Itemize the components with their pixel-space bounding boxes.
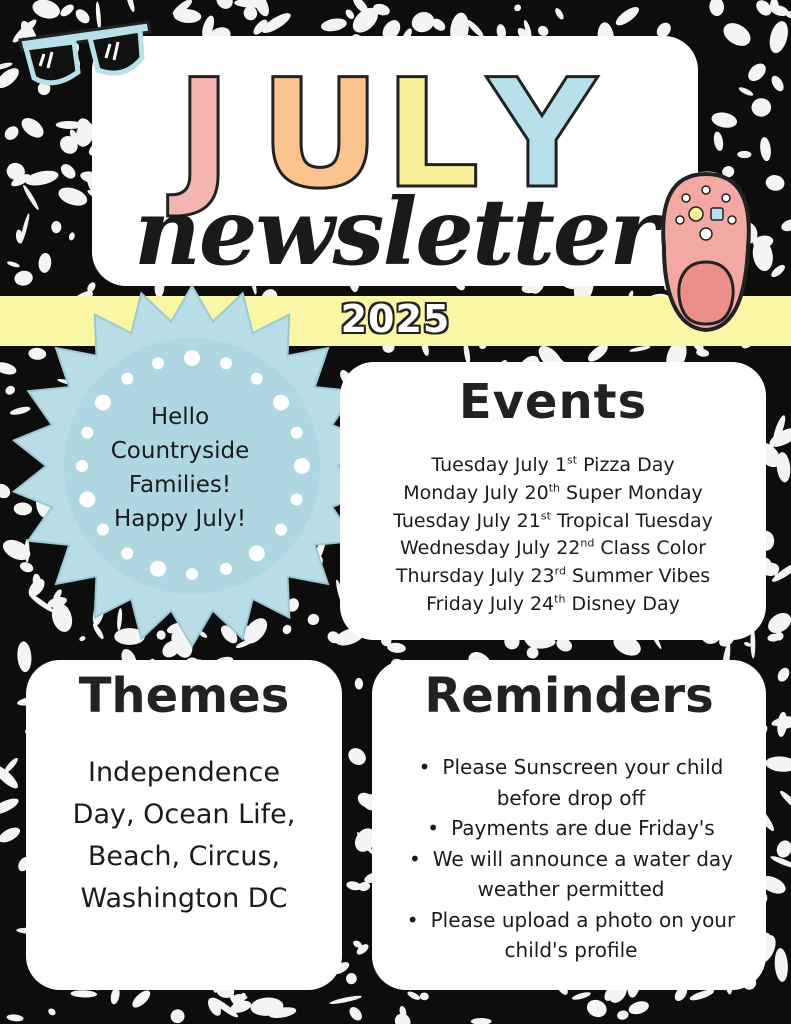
reminder-item: • Please upload a photo on your child's profile	[386, 905, 756, 966]
themes-text	[36, 752, 332, 920]
greeting-text	[80, 400, 280, 536]
reminders-list	[386, 752, 756, 966]
month-letter: J	[176, 48, 232, 222]
sun-dot	[291, 427, 303, 439]
themes-line: Beach, Circus,	[87, 841, 281, 872]
themes-heading: Themes	[78, 668, 290, 724]
event-item: Tuesday July 21st Tropical Tuesday	[393, 509, 713, 532]
themes-card	[26, 660, 342, 990]
sun-dot	[294, 458, 310, 474]
events-list	[340, 452, 766, 619]
month-letter: U	[259, 48, 381, 222]
year-label: 2025	[340, 297, 451, 341]
events-card	[340, 362, 766, 640]
reminder-item: • Please Sunscreen your child before drop off	[386, 752, 756, 813]
reminders-card	[372, 660, 766, 990]
event-item: Tuesday July 1st Pizza Day	[431, 453, 675, 476]
sun-dot	[152, 357, 164, 369]
month-letter: Y	[487, 48, 597, 222]
themes-line: Washington DC	[80, 883, 288, 914]
newsletter-word: newsletter	[134, 178, 656, 286]
event-item: Wednesday July 22nd Class Color	[399, 537, 707, 560]
sun-dot	[291, 493, 303, 505]
sun-dot	[220, 563, 232, 575]
reminder-item: • Payments are due Friday's	[386, 813, 756, 844]
event-item: Thursday July 23rd Summer Vibes	[395, 564, 711, 588]
greeting-line: Countryside	[110, 438, 250, 464]
clog-shoe-icon	[656, 168, 756, 334]
themes-line: Day, Ocean Life,	[72, 799, 296, 830]
sun-dot	[249, 545, 265, 561]
month-letter: L	[384, 48, 480, 222]
events-heading: Events	[458, 374, 648, 430]
greeting-line: Families!	[128, 472, 232, 498]
sun-dot	[186, 568, 198, 580]
sun-dot	[121, 373, 133, 385]
bullet-icon: •	[427, 816, 440, 840]
event-item: Monday July 20th Super Monday	[403, 481, 703, 504]
event-item: Friday July 24th Disney Day	[426, 592, 680, 615]
greeting-line: Happy July!	[113, 506, 247, 532]
sun-dot	[184, 350, 200, 366]
sun-dot	[121, 547, 133, 559]
sun-dot	[220, 357, 232, 369]
greeting-line: Hello	[150, 404, 210, 430]
bullet-icon: •	[418, 755, 431, 779]
bullet-icon: •	[406, 907, 419, 932]
sunglasses-icon	[14, 14, 154, 90]
reminder-item: • We will announce a water day weather permitted	[386, 844, 756, 905]
sun-dot	[150, 561, 166, 577]
themes-line: Independence	[87, 757, 280, 788]
reminders-heading: Reminders	[424, 668, 714, 724]
newsletter-title	[92, 36, 698, 286]
sun-dot	[251, 373, 263, 385]
bullet-icon: •	[408, 846, 421, 871]
